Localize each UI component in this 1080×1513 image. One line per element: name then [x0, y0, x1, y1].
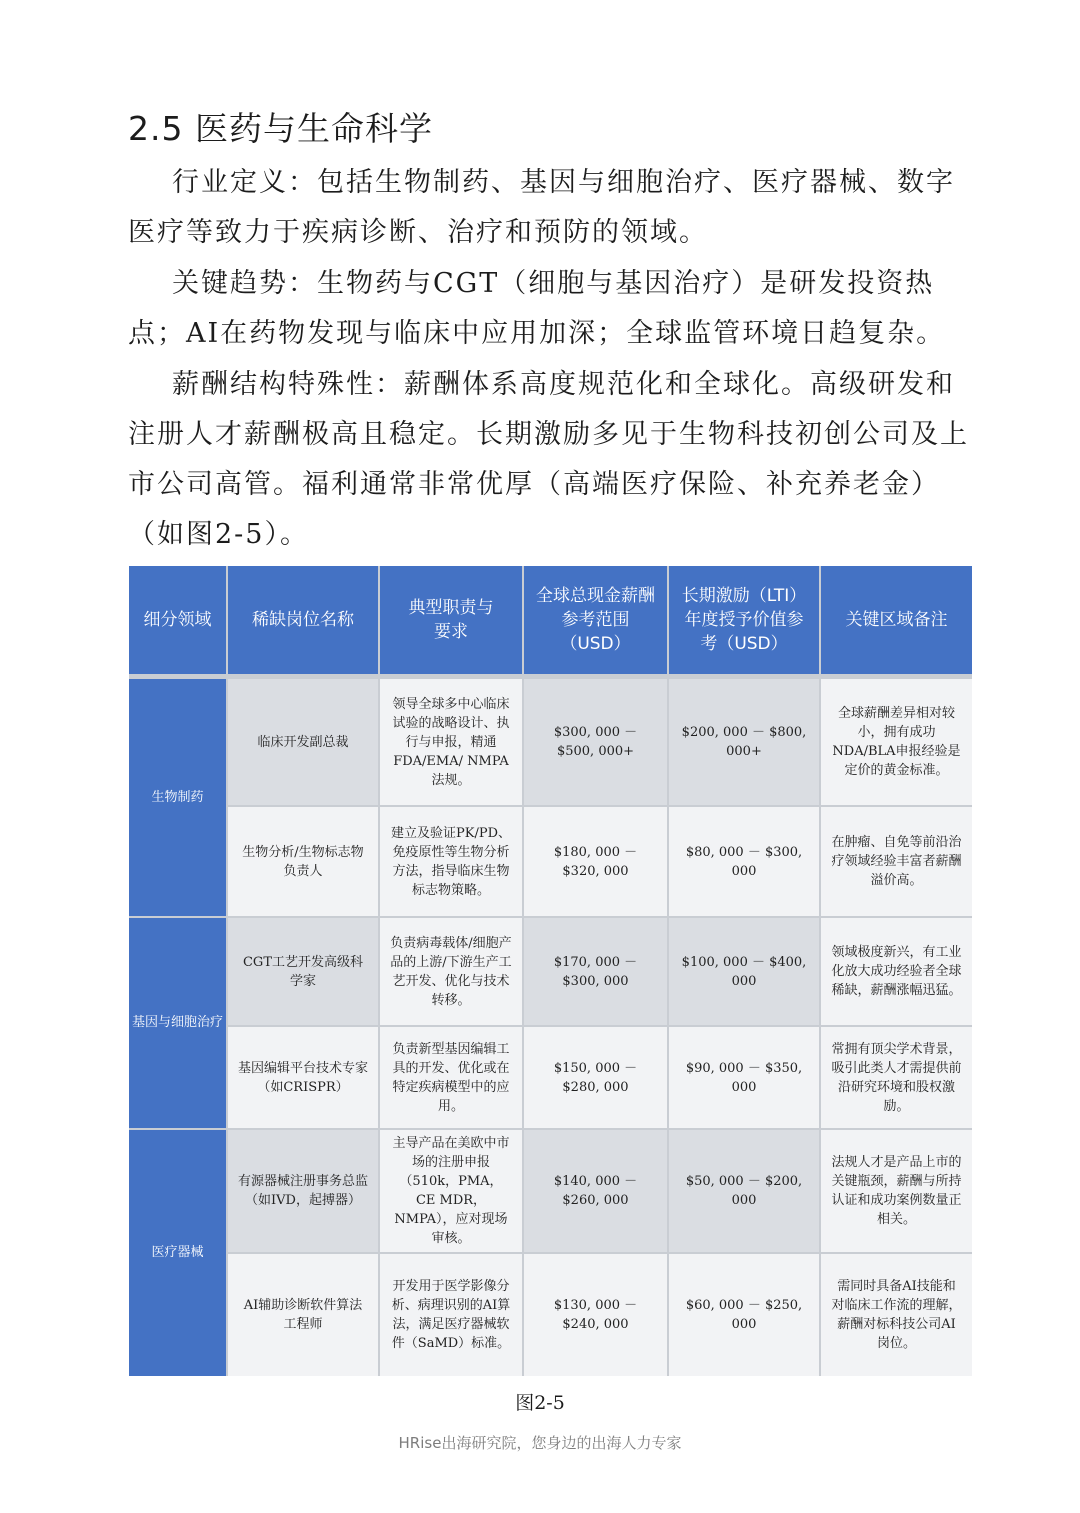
row-4-note: 法规人才是产品上市的关键瓶颈，薪酬与所持认证和成功案例数量正相关。	[821, 1130, 972, 1252]
area-cgt: 基因与细胞治疗	[129, 918, 226, 1128]
row-0-role: 临床开发副总裁	[228, 679, 378, 805]
row-2-role: CGT工艺开发高级科学家	[228, 918, 378, 1025]
row-0-cash: $300, 000 － $500, 000+	[524, 679, 667, 805]
row-1-note: 在肿瘤、自免等前沿治疗领域经验丰富者薪酬溢价高。	[821, 807, 972, 916]
paragraph-compensation-structure: 薪酬结构特殊性：薪酬体系高度规范化和全球化。高级研发和注册人才薪酬极高且稳定。长期激励多见于生物科技初创公司及上市公司高管。福利通常非常优厚（高端医疗保险、补充养老金）（如图2-5）。	[128, 369, 969, 550]
row-5-duty: 开发用于医学影像分析、病理识别的AI算法，满足医疗器械软件（SaMD）标准。	[380, 1254, 522, 1376]
row-1-lti: $80, 000 － $300, 000	[669, 807, 819, 916]
area-biopharma: 生物制药	[129, 679, 226, 916]
row-3-lti: $90, 000 － $350, 000	[669, 1027, 819, 1128]
row-4-lti: $50, 000 － $200, 000	[669, 1130, 819, 1252]
row-0-duty: 领导全球多中心临床试验的战略设计、执行与申报，精通FDA/EMA/ NMPA法规。	[380, 679, 522, 805]
row-5-lti: $60, 000 － $250, 000	[669, 1254, 819, 1376]
row-4-role: 有源器械注册事务总监（如IVD，起搏器）	[228, 1130, 378, 1252]
paragraph-key-trends: 关键趋势：生物药与CGT（细胞与基因治疗）是研发投资热点；AI在药物发现与临床中应用加深；全球监管环境日趋复杂。	[128, 268, 946, 349]
row-1-cash: $180, 000 － $320, 000	[524, 807, 667, 916]
row-2-duty: 负责病毒载体/细胞产品的上游/下游生产工艺开发、优化与技术转移。	[380, 918, 522, 1025]
paragraph-industry-definition: 行业定义：包括生物制药、基因与细胞治疗、医疗器械、数字医疗等致力于疾病诊断、治疗和预防的领域。	[128, 167, 955, 248]
area-medical-devices: 医疗器械	[129, 1130, 226, 1376]
compensation-table	[129, 566, 972, 1376]
row-5-cash: $130, 000 － $240, 000	[524, 1254, 667, 1376]
header-cash: 全球总现金薪酬参考范围（USD）	[524, 566, 667, 674]
header-duty: 典型职责与要求	[380, 566, 522, 674]
row-5-note: 需同时具备AI技能和对临床工作流的理解，薪酬对标科技公司AI岗位。	[821, 1254, 972, 1376]
row-4-cash: $140, 000 － $260, 000	[524, 1130, 667, 1252]
header-role: 稀缺岗位名称	[228, 566, 378, 674]
row-3-note: 常拥有顶尖学术背景，吸引此类人才需提供前沿研究环境和股权激励。	[821, 1027, 972, 1128]
row-2-note: 领域极度新兴，有工业化放大成功经验者全球稀缺，薪酬涨幅迅猛。	[821, 918, 972, 1025]
row-4-duty: 主导产品在美欧中市场的注册申报（510k，PMA，CE MDR，NMPA），应对现场审核。	[380, 1130, 522, 1252]
header-note: 关键区域备注	[821, 566, 972, 674]
row-1-role: 生物分析/生物标志物负责人	[228, 807, 378, 916]
row-0-note: 全球薪酬差异相对较小，拥有成功NDA/BLA申报经验是定价的黄金标准。	[821, 679, 972, 805]
row-0-lti: $200, 000 － $800, 000+	[669, 679, 819, 805]
header-segment: 细分领域	[129, 566, 226, 674]
row-5-role: AI辅助诊断软件算法工程师	[228, 1254, 378, 1376]
header-lti: 长期激励（LTI）年度授予价值参考（USD）	[669, 566, 819, 674]
row-3-cash: $150, 000 － $280, 000	[524, 1027, 667, 1128]
page-footer: HRise出海研究院，您身边的出海人力专家	[398, 1434, 682, 1452]
section-title: 2.5 医药与生命科学	[128, 109, 433, 148]
row-2-lti: $100, 000 － $400, 000	[669, 918, 819, 1025]
row-1-duty: 建立及验证PK/PD、免疫原性等生物分析方法，指导临床生物标志物策略。	[380, 807, 522, 916]
row-3-duty: 负责新型基因编辑工具的开发、优化或在特定疾病模型中的应用。	[380, 1027, 522, 1128]
figure-caption: 图2-5	[515, 1392, 565, 1414]
row-3-role: 基因编辑平台技术专家（如CRISPR）	[228, 1027, 378, 1128]
row-2-cash: $170, 000 － $300, 000	[524, 918, 667, 1025]
